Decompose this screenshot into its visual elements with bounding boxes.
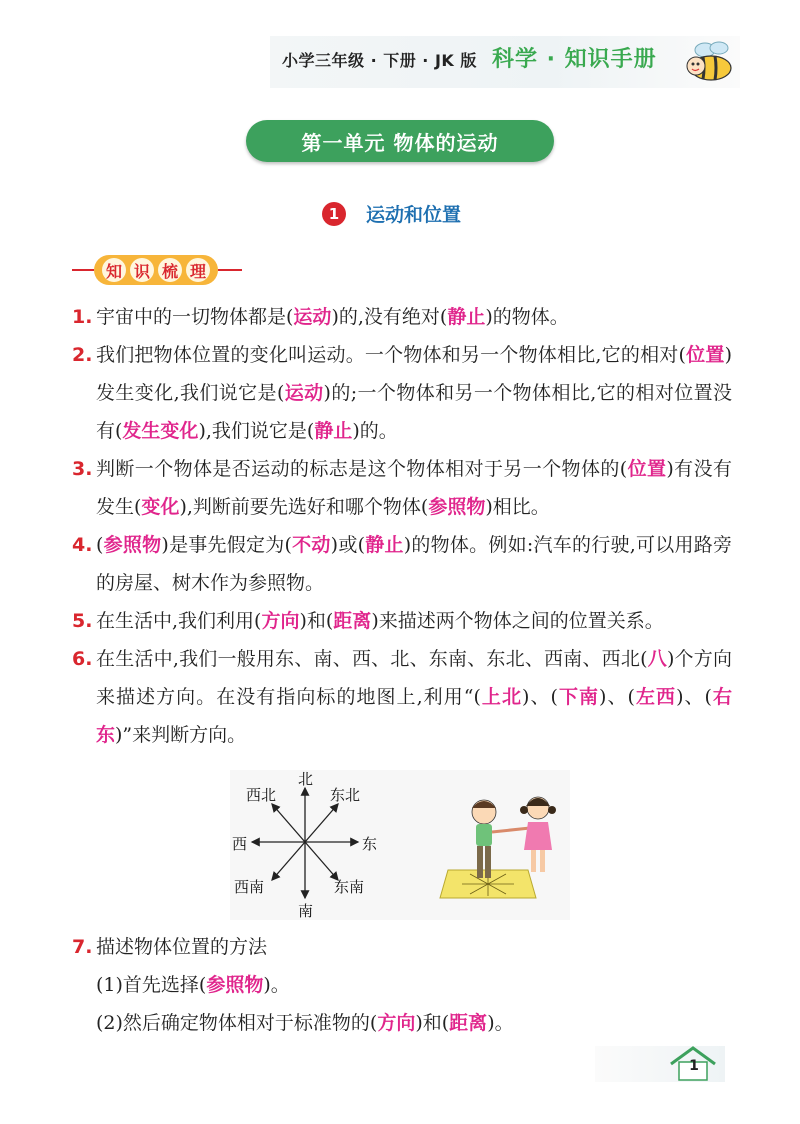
bee-mascot-icon [685,38,739,84]
children-illustration [440,797,556,898]
page-header [270,36,740,88]
header-grade-label: 小学三年级 · 下册 · JK 版 [282,51,477,70]
compass-label-southwest: 西南 [234,878,265,896]
answer-text: 运动 [293,306,332,328]
list-item: 5. 在生活中,我们利用(方向)和(距离)来描述两个物体之间的位置关系。 [72,602,732,640]
answer-text: 不动 [291,534,331,556]
list-item [72,928,732,966]
direction-figure [230,770,570,920]
compass-label-south: 南 [298,902,314,920]
unit-title-banner: 第一单元 物体的运动 [246,120,554,162]
answer-text: 上北 [480,686,522,708]
answer-text: 运动 [284,382,324,404]
compass-label-east: 东 [362,835,378,853]
list-item: 4. (参照物)是事先假定为(不动)或(静止)的物体。例如:汽车的行驶,可以用路旁的房屋、树木作为参照物。 [72,526,732,602]
item-number: 2. [72,344,93,366]
answer-text: 位置 [627,458,667,480]
compass-rose-diagram [230,770,570,920]
answer-text: 方向 [261,610,300,632]
answer-text: 距离 [333,610,372,632]
list-item: 3. 判断一个物体是否运动的标志是这个物体相对于另一个物体的(位置)有没有发生(变化),判断前要先选好和哪个物体(参照物)相比。 [72,450,732,526]
answer-text: 方向 [377,1012,416,1034]
item-number: 4. [72,534,93,556]
answer-text: 八 [647,648,667,670]
item-number: 3. [72,458,93,480]
list-item: 6. 在生活中,我们一般用东、南、西、北、东南、东北、西南、西北(八)个方向来描述方向。在没有指向标的地图上,利用“(上北)、(下南)、(左西)、(右东)”来判断方向。 [72,640,732,754]
answer-text: 参照物 [206,974,264,996]
section-tag-char: 理 [186,258,210,282]
item-title: 描述物体位置的方法 [96,936,268,958]
compass-label-southeast: 东南 [334,878,365,896]
answer-text: 距离 [449,1012,488,1034]
answer-text: 静止 [314,420,353,442]
compass-label-north: 北 [298,770,314,788]
item-number: 7. [72,936,93,958]
answer-text: 右东 [96,686,733,746]
compass-label-northeast: 东北 [330,786,361,804]
lesson-title: 运动和位置 [366,204,462,226]
header-book-title: 科学 · 知识手册 [492,47,657,72]
lesson-heading [322,200,461,227]
item-number: 1. [72,306,93,328]
section-tag-char: 梳 [158,258,182,282]
answer-text: 左西 [634,686,677,708]
page-number: 1 [689,1058,699,1074]
list-item: 2. 我们把物体位置的变化叫运动。一个物体和另一个物体相比,它的相对(位置)发生变化,我们说它是(运动)的;一个物体和另一个物体相比,它的相对位置没有(发生变化),我们说它是(静止)的。 [72,336,732,450]
knowledge-list [72,298,732,1042]
answer-text: 参照物 [428,496,486,518]
compass-label-northwest: 西北 [246,786,277,804]
answer-text: 静止 [365,534,404,556]
answer-text: 变化 [141,496,180,518]
item-number: 5. [72,610,93,632]
answer-text: 发生变化 [122,420,199,442]
section-tag-knowledge-review [72,253,242,287]
answer-text: 静止 [447,306,486,328]
sub-item: (2)然后确定物体相对于标准物的(方向)和(距离)。 [96,1012,514,1034]
sub-item: (1)首先选择(参照物)。 [96,974,290,996]
answer-text: 下南 [557,686,600,708]
section-tag-char: 知 [102,258,126,282]
page-number-box [595,1046,725,1082]
answer-text: 参照物 [103,534,162,556]
answer-text: 位置 [685,344,725,366]
item-number: 6. [72,648,93,670]
compass-label-west: 西 [232,835,248,853]
list-item: 1. 宇宙中的一切物体都是(运动)的,没有绝对(静止)的物体。 [72,298,732,336]
section-tag-char: 识 [130,258,154,282]
lesson-number-badge: 1 [322,202,346,226]
